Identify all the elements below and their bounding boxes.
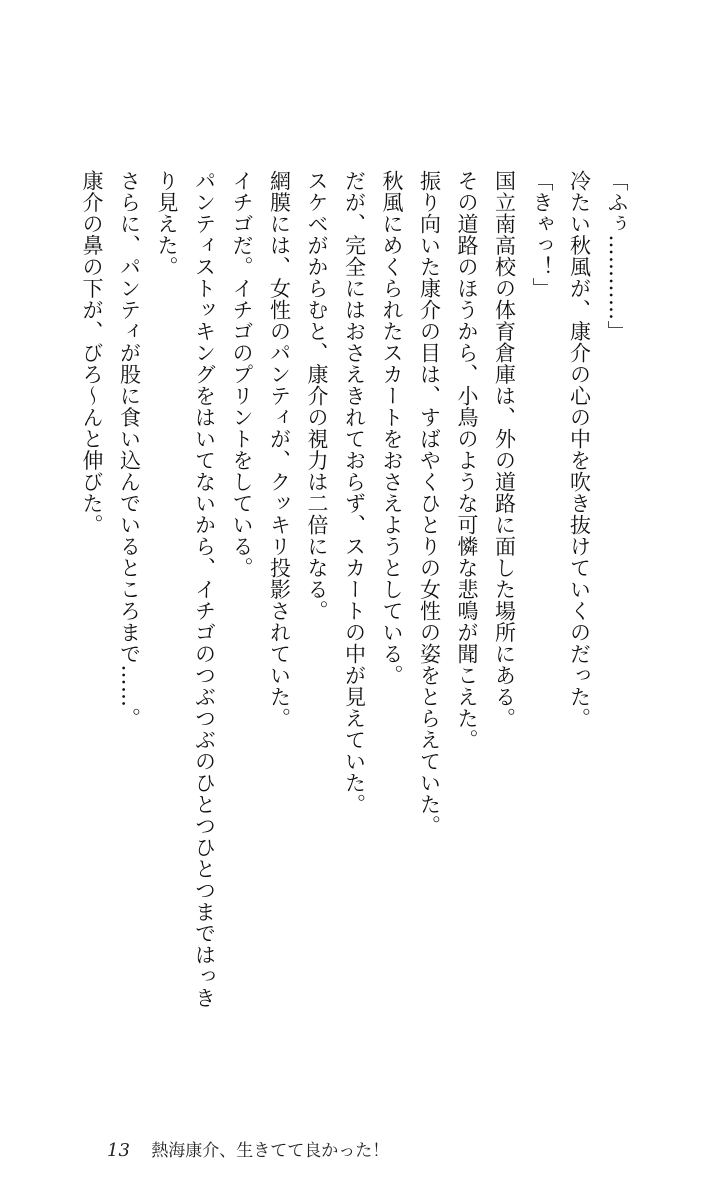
text-line: 「きゃっ！」 <box>530 170 554 299</box>
text-line: イチゴだ。イチゴのプリントをしている。 <box>230 170 254 579</box>
text-line: 秋風にめくられたスカートをおさえようとしている。 <box>380 170 404 686</box>
text-line: 冷たい秋風が、康介の心の中を吹き抜けていくのだった。 <box>567 170 592 729</box>
page-number: 13 <box>107 1140 130 1161</box>
text-line: その道路のほうから、小鳥のような可憐な悲鳴が聞こえた。 <box>455 170 479 751</box>
text-line: スケベがからむと、康介の視力は二倍になる。 <box>305 170 329 622</box>
text-line: パンティストッキングをはいてないから、イチゴのつぶつぶのひとつひとつまではっき <box>192 170 217 1009</box>
vertical-text-body <box>73 170 636 1050</box>
text-line: 国立南高校の体育倉庫は、外の道路に面した場所にある。 <box>492 170 517 729</box>
text-line: 振り向いた康介の目は、すばやくひとりの女性の姿をとらえていた。 <box>417 170 442 837</box>
running-title: 熱海康介、生きてて良かった！ <box>151 1141 390 1161</box>
page-footer <box>107 1136 389 1161</box>
text-line: り見えた。 <box>155 170 179 278</box>
text-line: 「ふぅ…………」 <box>605 170 629 342</box>
text-line: だが、完全にはおさえきれておらず、スカートの中が見えていた。 <box>342 170 367 815</box>
text-line: 網膜には、女性のパンティが、クッキリ投影されていた。 <box>267 170 292 729</box>
text-line: 康介の鼻の下が、びろ～んと伸びた。 <box>80 170 104 536</box>
text-line: さらに、パンティが股に食い込んでいるところまで……。 <box>117 170 142 729</box>
